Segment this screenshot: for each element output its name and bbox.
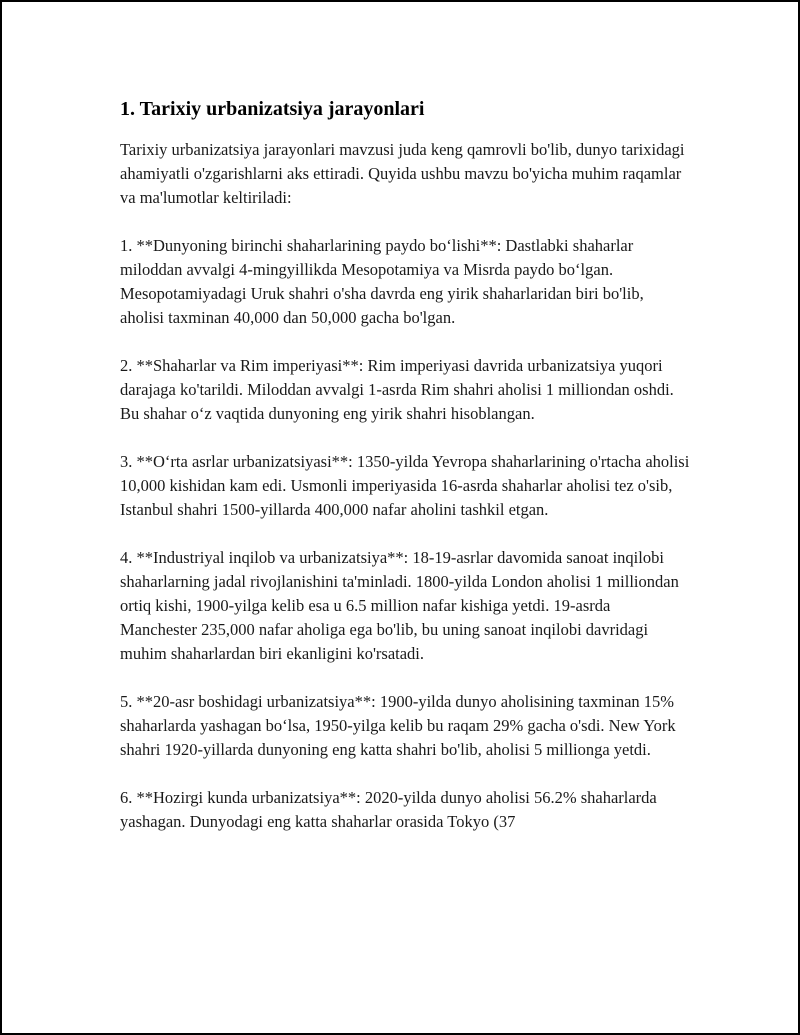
paragraph-first-cities: 1. **Dunyoning birinchi shaharlarining paydo bo‘lishi**: Dastlabki shaharlar miloddan avvalgi 4-mingyillikda Mesopotamiya va Misrda paydo bo‘lgan. Mesopotamiyadagi Uruk shahri o'sha davrda eng yirik shaharlaridan biri bo'lib, aholisi taxminan 40,000 dan 50,000 gacha bo'lgan. xyxy=(120,236,644,327)
intro-paragraph: Tarixiy urbanizatsiya jarayonlari mavzusi juda keng qamrovli bo'lib, dunyo tarixidagi ahamiyatli o'zgarishlarni aks ettiradi. Quyida ushbu mavzu bo'yicha muhim raqamlar va ma'lumotlar keltiriladi: xyxy=(120,140,685,207)
section-heading: 1. Tarixiy urbanizatsiya jarayonlari xyxy=(120,98,425,120)
paragraph-present-day: 6. **Hozirgi kunda urbanizatsiya**: 2020-yilda dunyo aholisi 56.2% shaharlarda yashagan. Dunyodagi eng katta shaharlar orasida Tokyo (37 xyxy=(120,788,657,831)
document-body xyxy=(120,96,690,858)
paragraph-20th-century: 5. **20-asr boshidagi urbanizatsiya**: 1900-yilda dunyo aholisining taxminan 15% shaharlarda yashagan bo‘lsa, 1950-yilga kelib bu raqam 29% gacha o'sdi. New York shahri 1920-yillarda dunyoning eng katta shahri bo'lib, aholisi 5 millionga yetdi. xyxy=(120,692,676,759)
paragraph-industrial-revolution: 4. **Industriyal inqilob va urbanizatsiya**: 18-19-asrlar davomida sanoat inqilobi shaharlarning jadal rivojlanishini ta'minladi. 1800-yilda London aholisi 1 milliondan ortiq kishi, 1900-yilga kelib esa u 6.5 million nafar kishiga yetdi. 19-asrda Manchester 235,000 nafar aholiga ega bo'lib, bu uning sanoat inqilobi davridagi muhim shaharlardan biri ekanligini ko'rsatadi. xyxy=(120,548,679,663)
paragraph-roman-empire: 2. **Shaharlar va Rim imperiyasi**: Rim imperiyasi davrida urbanizatsiya yuqori darajaga ko'tarildi. Miloddan avvalgi 1-asrda Rim shahri aholisi 1 milliondan oshdi. Bu shahar o‘z vaqtida dunyoning eng yirik shahri hisoblangan. xyxy=(120,356,674,423)
paragraph-middle-ages: 3. **O‘rta asrlar urbanizatsiyasi**: 1350-yilda Yevropa shaharlarining o'rtacha aholisi 10,000 kishidan kam edi. Usmonli imperiyasida 16-asrda shaharlar aholisi tez o'sib, Istanbul shahri 1500-yillarda 400,000 nafar aholini tashkil etgan. xyxy=(120,452,690,519)
